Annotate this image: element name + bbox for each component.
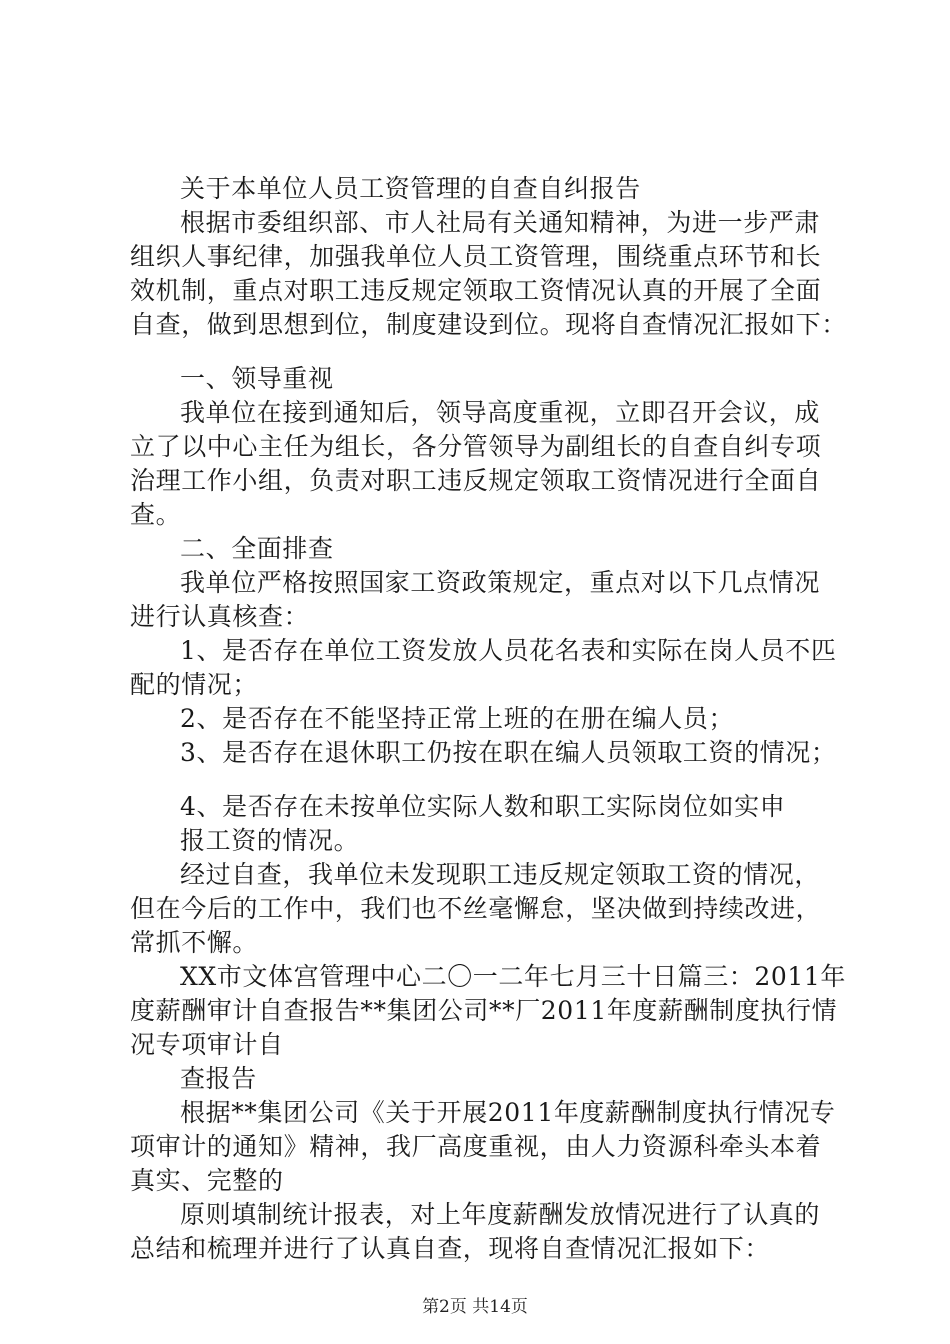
section-heading: 一、领导重视: [180, 364, 334, 393]
paragraph-line: 经过自查，我单位未发现职工违反规定领取工资的情况，: [180, 860, 821, 889]
list-item-continuation: 报工资的情况。: [180, 826, 360, 855]
list-item-continuation: 配的情况；: [130, 670, 259, 699]
paragraph-line: 况专项审计自: [130, 1030, 284, 1059]
paragraph-line: 立了以中心主任为组长，各分管领导为副组长的自查自纠专项: [130, 432, 822, 461]
list-item: 3、是否存在退休职工仍按在职在编人员领取工资的情况；: [180, 738, 837, 767]
list-item: 1、是否存在单位工资发放人员花名表和实际在岗人员不匹: [180, 636, 837, 665]
document-title: 关于本单位人员工资管理的自查自纠报告: [180, 174, 641, 203]
list-item: 4、是否存在未按单位实际人数和职工实际岗位如实申: [180, 792, 786, 821]
list-item: 2、是否存在不能坚持正常上班的在册在编人员；: [180, 704, 735, 733]
page-footer: 第2页 共14页: [422, 1297, 528, 1317]
paragraph-line: 原则填制统计报表，对上年度薪酬发放情况进行了认真的: [180, 1200, 821, 1229]
paragraph-line: 效机制，重点对职工违反规定领取工资情况认真的开展了全面: [130, 276, 822, 305]
paragraph-line: 项审计的通知》精神，我厂高度重视，由人力资源科牵头本着: [130, 1132, 822, 1161]
paragraph-line: 查报告: [180, 1064, 257, 1093]
paragraph-line: 真实、完整的: [130, 1166, 284, 1195]
paragraph-line: 我单位严格按照国家工资政策规定，重点对以下几点情况: [180, 568, 821, 597]
paragraph-line: 常抓不懈。: [130, 928, 259, 957]
paragraph-line: 但在今后的工作中，我们也不丝毫懈怠，坚决做到持续改进，: [130, 894, 822, 923]
paragraph-line: 我单位在接到通知后，领导高度重视，立即召开会议，成: [180, 398, 821, 427]
paragraph-line: 治理工作小组，负责对职工违反规定领取工资情况进行全面自: [130, 466, 822, 495]
paragraph-line: 度薪酬审计自查报告**集团公司**厂2011年度薪酬制度执行情: [130, 996, 838, 1025]
paragraph-line: 根据**集团公司《关于开展2011年度薪酬制度执行情况专: [180, 1098, 836, 1127]
paragraph-line: XX市文体宫管理中心二〇一二年七月三十日篇三：2011年: [180, 962, 847, 991]
section-heading: 二、全面排查: [180, 534, 334, 563]
paragraph-line: 进行认真核查：: [130, 602, 310, 631]
paragraph-line: 查。: [130, 500, 182, 529]
paragraph-line: 总结和梳理并进行了认真自查，现将自查情况汇报如下：: [130, 1234, 771, 1263]
paragraph-line: 自查，做到思想到位，制度建设到位。现将自查情况汇报如下：: [130, 310, 847, 339]
paragraph-line: 组织人事纪律，加强我单位人员工资管理，围绕重点环节和长: [130, 242, 822, 271]
paragraph-line: 根据市委组织部、市人社局有关通知精神，为进一步严肃: [180, 208, 821, 237]
